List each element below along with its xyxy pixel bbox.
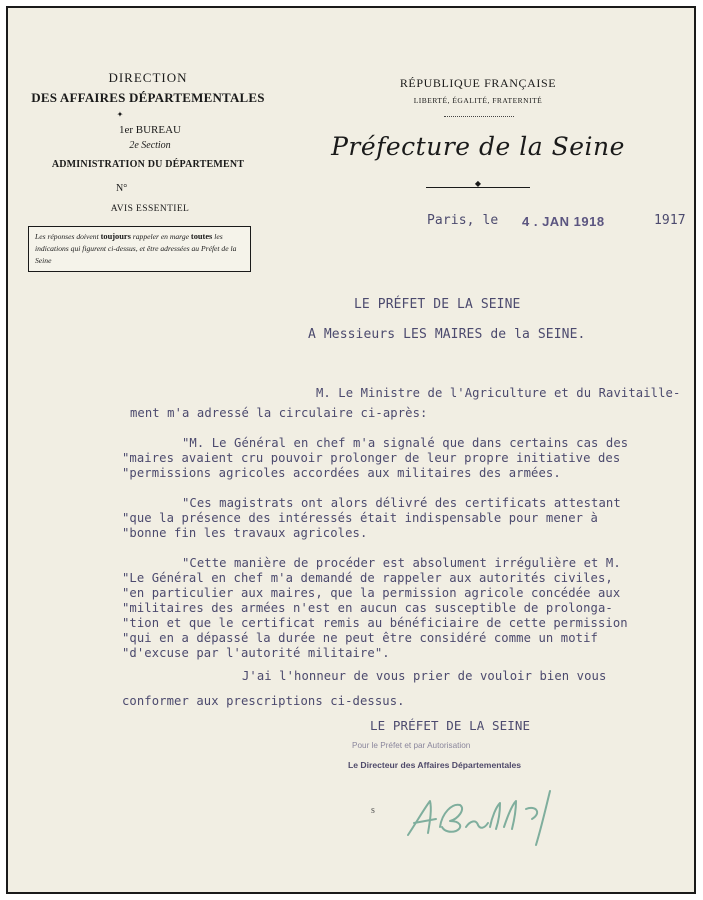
notice-text: Les réponses doivent (35, 232, 99, 241)
body-line: "Cette manière de procéder est absolument irrégulière et M. (182, 556, 621, 570)
ornament-divider: ✦ (116, 110, 124, 119)
recipient-line: A Messieurs LES MAIRES de la SEINE. (308, 327, 586, 342)
body-line: "militaires des armées n'est en aucun cas susceptible de prolonga- (122, 601, 613, 615)
body-line: "qui en a dépassé la durée ne peut être considéré comme un motif (122, 631, 598, 645)
document-page (6, 6, 696, 894)
body-line: "maires avaient cru pouvoir prolonger de leur propre initiative des (122, 451, 621, 465)
body-line: conformer aux prescriptions ci-dessus. (122, 694, 405, 708)
body-line: ment m'a adressé la circulaire ci-après: (130, 406, 428, 420)
notice-text: rappeler en marge (132, 232, 190, 241)
ornament-divider: ◆ (474, 179, 482, 188)
body-line: "Ces magistrats ont alors délivré des certificats attestant (182, 496, 621, 510)
date-place: Paris, le (427, 213, 499, 228)
body-line: "d'excuse par l'autorité militaire". (122, 646, 390, 660)
signature-mark: s (371, 805, 375, 816)
bureau-label: 1er BUREAU (118, 124, 182, 136)
avis-label: AVIS ESSENTIEL (110, 204, 190, 214)
handwritten-signature (400, 783, 570, 853)
direction-heading: DIRECTION (108, 70, 188, 85)
body-line: "permissions agricoles accordées aux militaires des armées. (122, 466, 561, 480)
administration-label: ADMINISTRATION DU DÉPARTEMENT (51, 159, 245, 170)
body-line: "en particulier aux maires, que la permission agricole concédée aux (122, 586, 621, 600)
republic-heading: RÉPUBLIQUE FRANÇAISE (399, 76, 557, 90)
body-line: "Le Général en chef m'a demandé de rappeler aux autorités civiles, (122, 571, 613, 585)
authority-stamp: Pour le Préfet et par Autorisation (352, 741, 471, 750)
body-line: "bonne fin les travaux agricoles. (122, 526, 368, 540)
motto-underline (444, 116, 514, 117)
date-stamp: 4 . JAN 1918 (522, 214, 605, 229)
signature-title: LE PRÉFET DE LA SEINE (370, 718, 531, 733)
body-line: "tion et que le certificat remis au bénéficiaire de cette permission (122, 616, 628, 630)
notice-text: les indications qui figurent ci-dessus, et être adressées au Préfet de la Seine (35, 232, 237, 265)
notice-bold-toutes: toutes (190, 232, 213, 241)
prefecture-heading: Préfecture de la Seine (331, 132, 625, 161)
notice-box (28, 226, 251, 272)
notice-bold-toujours: toujours (100, 232, 131, 241)
sender-line: LE PRÉFET DE LA SEINE (354, 297, 521, 312)
section-label: 2e Section (129, 140, 171, 151)
body-line: J'ai l'honneur de vous prier de vouloir bien vous (242, 669, 607, 683)
body-line: M. Le Ministre de l'Agriculture et du Ravitaille- (316, 386, 681, 400)
body-line: "M. Le Général en chef m'a signalé que dans certains cas des (182, 436, 629, 450)
date-year: 1917 (654, 213, 686, 228)
body-line: "que la présence des intéressés était indispensable pour mener à (122, 511, 598, 525)
number-label: N° (116, 183, 128, 194)
motto: LIBERTÉ, ÉGALITÉ, FRATERNITÉ (413, 96, 543, 105)
director-stamp: Le Directeur des Affaires Départementales (348, 760, 522, 770)
department-heading: DES AFFAIRES DÉPARTEMENTALES (31, 90, 265, 105)
